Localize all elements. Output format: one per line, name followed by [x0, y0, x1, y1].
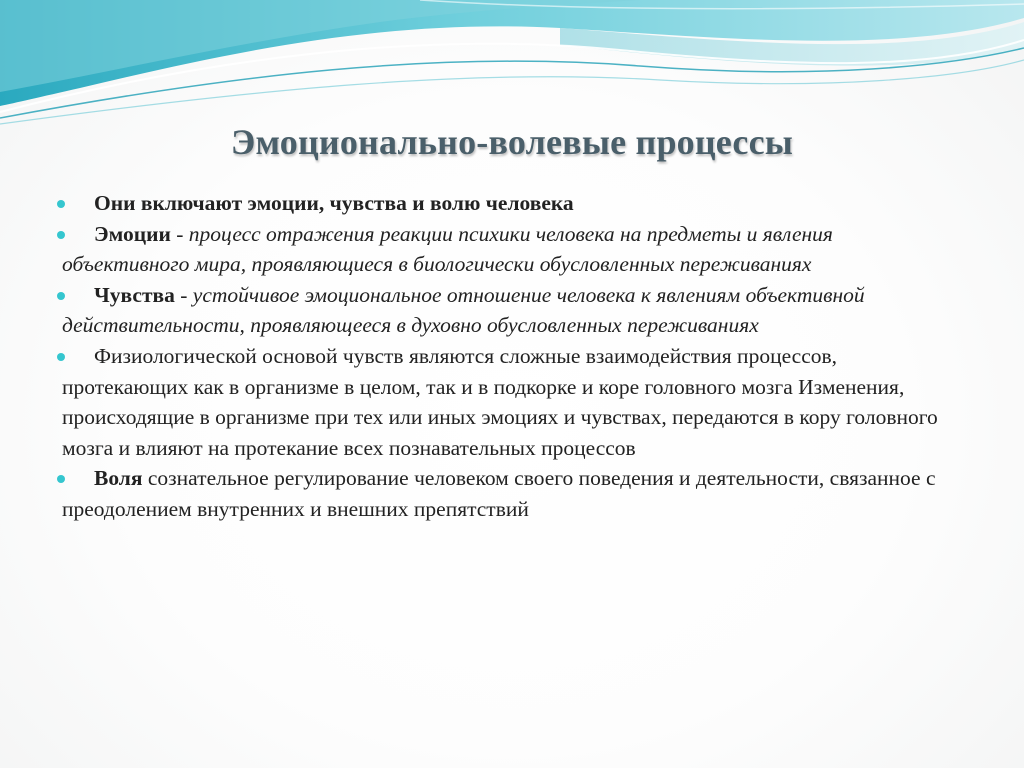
item-definition: устойчивое эмоциональное отношение человека к явлениям объективной действительности, проявляющееся в духовно обусловленных переживаниях	[62, 282, 865, 338]
bullet-dot-icon	[57, 353, 65, 361]
list-item	[62, 219, 962, 280]
bullet-dot-icon	[57, 200, 65, 208]
item-text: сознательное регулирование человеком своего поведения и деятельности, связанное с преодолением внутренних и внешних препятствий	[62, 466, 936, 521]
item-definition: процесс отражения реакции психики человека на предметы и явления объективного мира, проявляющиеся в биологически обусловленных переживаниях	[62, 221, 833, 277]
item-term: Чувства	[94, 282, 175, 307]
item-separator: -	[174, 282, 193, 307]
item-term: Воля	[94, 466, 143, 491]
list-item	[62, 188, 962, 219]
list-item	[62, 463, 962, 524]
bullet-list	[62, 188, 962, 525]
list-item	[62, 280, 962, 341]
bullet-dot-icon	[57, 475, 65, 483]
list-item	[62, 341, 962, 463]
bullet-dot-icon	[57, 231, 65, 239]
item-separator: -	[170, 221, 189, 246]
item-term: Они включают эмоции, чувства и волю человека	[94, 191, 574, 215]
slide-title: Эмоционально-волевые процессы	[230, 122, 794, 162]
bullet-dot-icon	[57, 292, 65, 300]
decorative-wave-header	[0, 0, 1024, 140]
item-term: Эмоции	[94, 221, 171, 246]
item-text: Физиологической основой чувств являются сложные взаимодействия процессов, протекающих как в организме в целом, так и в подкорке и коре головного мозга Изменения, происходящие в организме при тех или иных эмоциях и чувствах, передаются в кору головного мозга и влияют на протекание всех познавательных процессов	[62, 343, 938, 460]
